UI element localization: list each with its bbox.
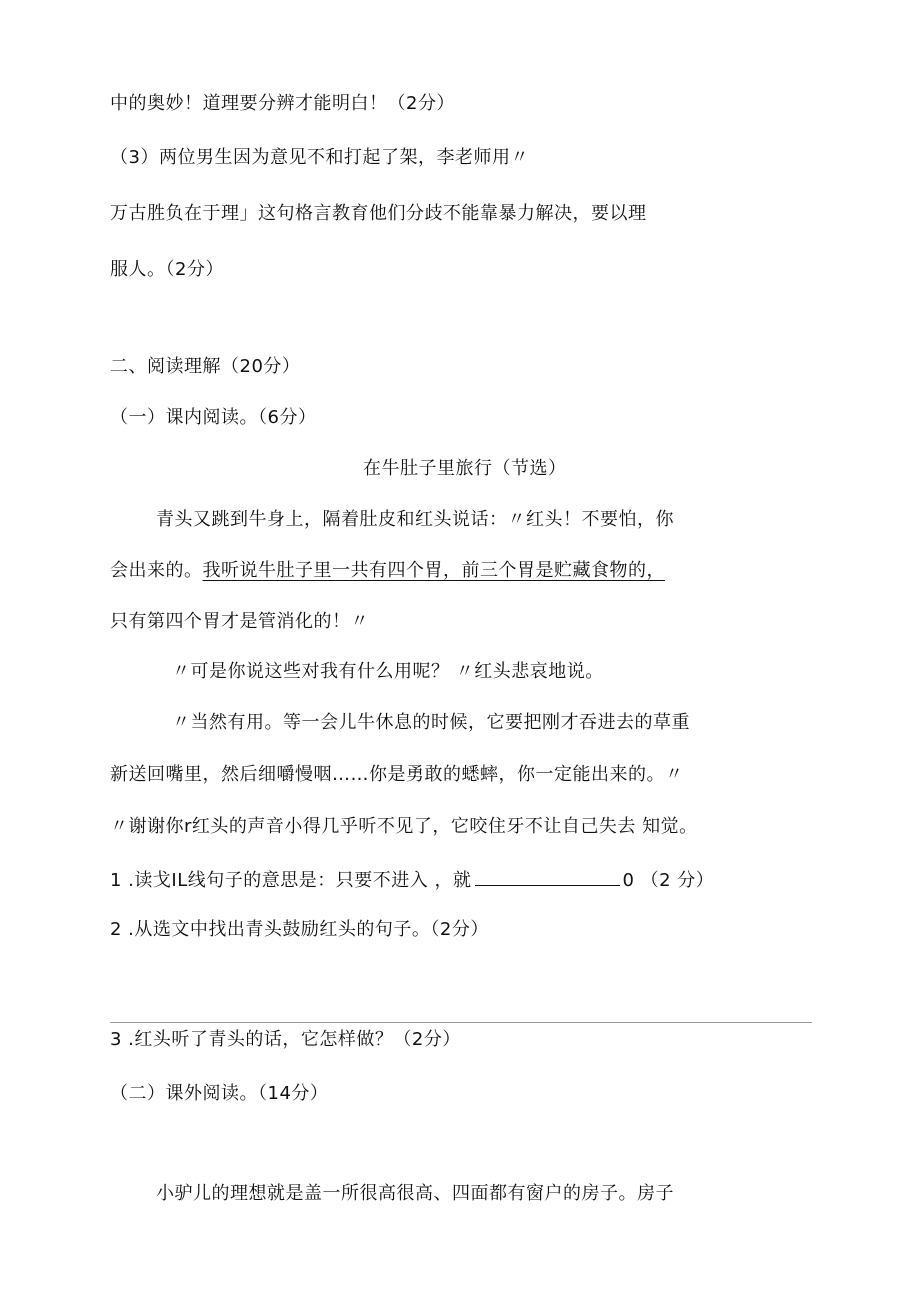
- answer-line[interactable]: [110, 1022, 812, 1023]
- passage-para-4: 〃谢谢你r红头的声音小得几乎听不见了，它咬住牙不让自己失去 知觉。: [110, 816, 698, 837]
- part-heading-in-class: （一）课内阅读。（6分）: [110, 407, 317, 428]
- part-heading-extracurricular: （二）课外阅读。（14分）: [110, 1083, 329, 1104]
- passage-para-3-line-2: 新送回嘴里，然后细嚼慢咽……你是勇敢的蟋蟀，你一定能出来的。〃: [110, 764, 684, 785]
- text-line-3: 万古胜负在于理」这句格言教育他们分歧不能靠暴力解决，要以理: [110, 203, 647, 224]
- question-3: 3 .红头听了青头的话，它怎样做？（2分）: [110, 1029, 461, 1050]
- text-line-4: 服人。（2分）: [110, 259, 224, 280]
- text-line-1: 中的奥妙！道理要分辨才能明白！（2分）: [110, 93, 455, 114]
- section-heading-reading: 二、阅读理解（20分）: [110, 356, 301, 377]
- passage-2-para-1: 小驴儿的理想就是盖一所很高很高、四面都有窗户的房子。房子: [156, 1183, 674, 1204]
- passage-para-3-line-1: 〃当然有用。等一会儿牛休息的时候，它要把刚才吞进去的草重: [172, 712, 690, 733]
- question-1-score: 0 （2 分）: [622, 870, 715, 891]
- passage-title: 在牛肚子里旅行（节选）: [363, 458, 567, 479]
- passage-para-1-line-1: 青头又跳到牛身上，隔着肚皮和红头说话：〃红头！不要怕，你: [156, 509, 674, 530]
- answer-blank[interactable]: [475, 867, 620, 886]
- text-line-2: （3）两位男生因为意见不和打起了架，李老师用〃: [110, 147, 529, 168]
- question-1: [110, 867, 714, 893]
- question-1-text: 1 .读戈IL线句子的意思是：只要不进入 ，就: [110, 870, 472, 891]
- passage-para-1-line-3: 只有第四个胃才是管消化的！〃: [110, 611, 369, 632]
- passage-para-1-line-2: [110, 559, 665, 583]
- underlined-sentence: 我听说牛肚子里一共有四个胃，前三个胃是贮藏食物的，: [202, 560, 665, 581]
- passage-para-2: 〃可是你说这些对我有什么用呢？ 〃红头悲哀地说。: [172, 661, 604, 682]
- passage-plain-text: 会出来的。: [110, 560, 203, 581]
- question-2: 2 .从选文中找出青头鼓励红头的句子。（2分）: [110, 919, 489, 940]
